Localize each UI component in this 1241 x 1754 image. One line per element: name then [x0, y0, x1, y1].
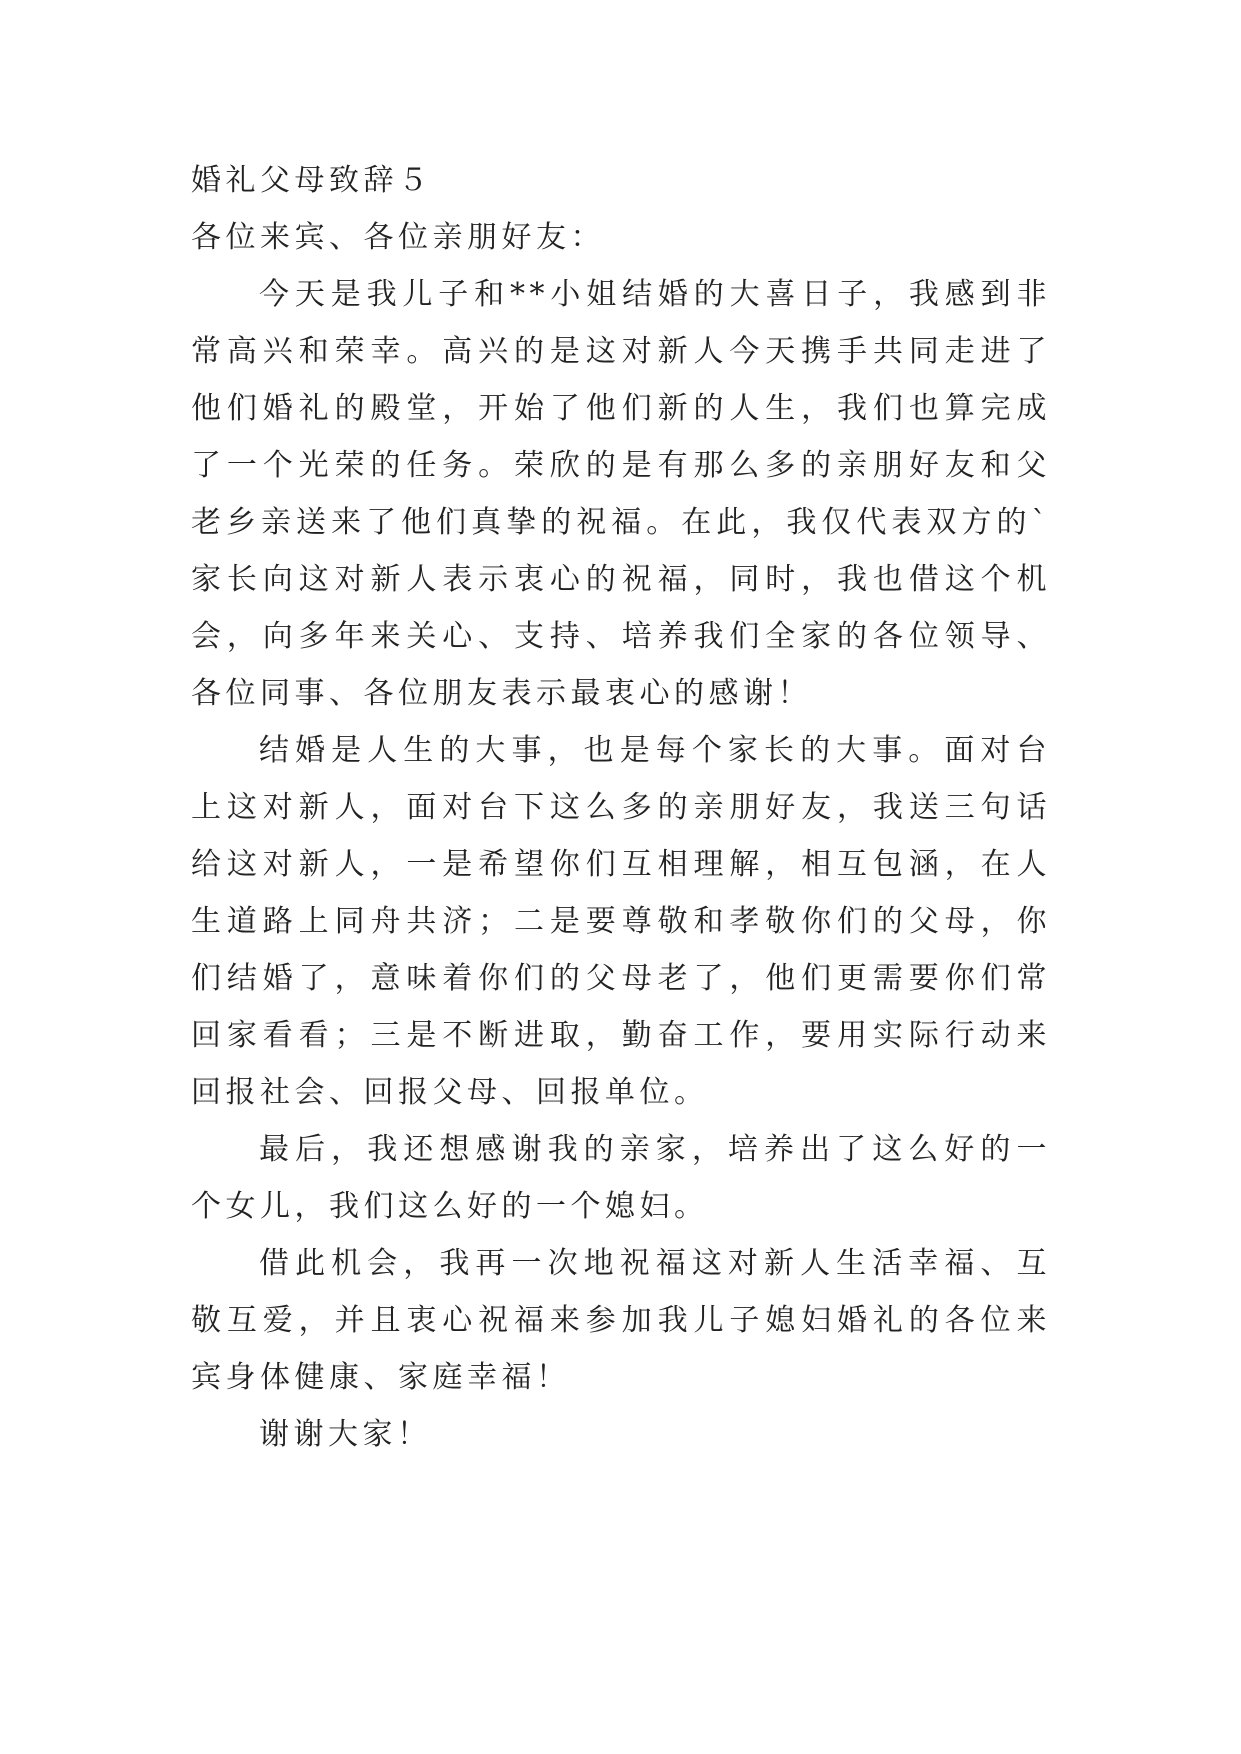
paragraph-blessing: 借此机会，我再一次地祝福这对新人生活幸福、互敬互爱，并且衷心祝福来参加我儿子媳妇婚礼的各位来宾身体健康、家庭幸福！: [191, 1246, 1051, 1395]
document-body: [191, 152, 1051, 1463]
salutation: 各位来宾、各位亲朋好友：: [191, 220, 605, 255]
paragraph-three-wishes: 结婚是人生的大事，也是每个家长的大事。面对台上这对新人，面对台下这么多的亲朋好友，我送三句话给这对新人，一是希望你们互相理解，相互包涵，在人生道路上同舟共济；二是要尊敬和孝敬你们的父母，你们结婚了，意味着你们的父母老了，他们更需要你们常回家看看；三是不断进取，勤奋工作，要用实际行动来回报社会、回报父母、回报单位。: [191, 733, 1051, 1110]
document-title: 婚礼父母致辞５: [191, 163, 433, 198]
paragraph-thanks-in-laws: 最后，我还想感谢我的亲家，培养出了这么好的一个女儿，我们这么好的一个媳妇。: [191, 1132, 1051, 1224]
paragraph-closing: 谢谢大家！: [259, 1417, 432, 1452]
paragraph-wedding-day: 今天是我儿子和**小姐结婚的大喜日子，我感到非常高兴和荣幸。高兴的是这对新人今天携手共同走进了他们婚礼的殿堂，开始了他们新的人生，我们也算完成了一个光荣的任务。荣欣的是有那么多的亲朋好友和父老乡亲送来了他们真挚的祝福。在此，我仅代表双方的`家长向这对新人表示衷心的祝福，同时，我也借这个机会，向多年来关心、支持、培养我们全家的各位领导、各位同事、各位朋友表示最衷心的感谢！: [191, 277, 1051, 711]
